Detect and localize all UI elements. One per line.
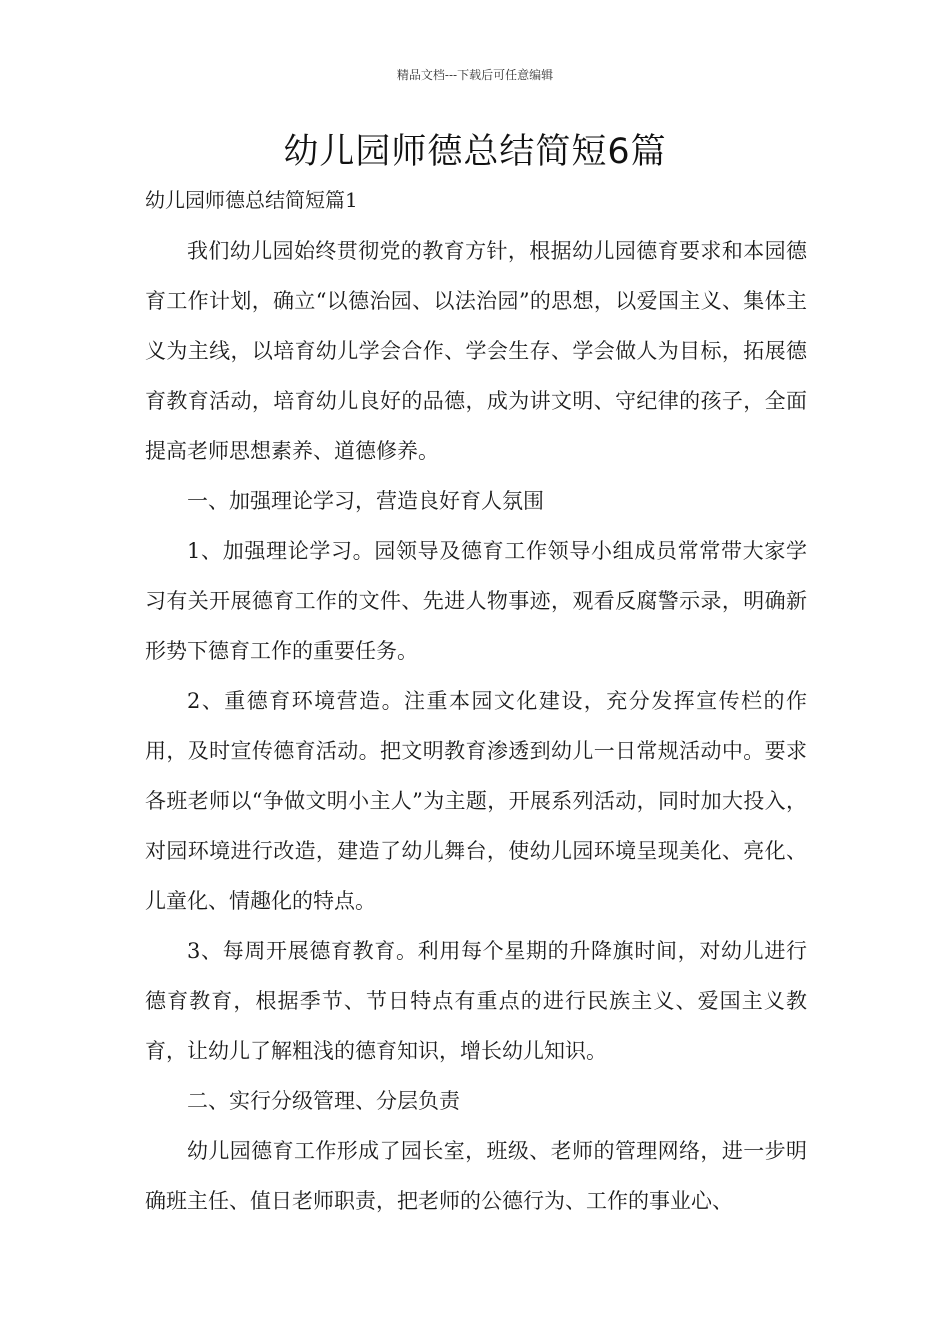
section-subtitle: 幼儿园师德总结简短篇1: [145, 188, 358, 212]
header-note: 精品文档---下载后可任意编辑: [396, 68, 554, 82]
document-body: [145, 226, 807, 1226]
paragraph-heading-1: 一、加强理论学习，营造良好育人氛围: [187, 489, 544, 513]
paragraph-item-2: 2、重德育环境营造。注重本园文化建设，充分发挥宣传栏的作用，及时宣传德育活动。把文明教育渗透到幼儿一日常规活动中。要求各班老师以“争做文明小主人”为主题，开展系列活动，同时加大投入，对园环境进行改造，建造了幼儿舞台，使幼儿园环境呈现美化、亮化、儿童化、情趣化的特点。: [145, 689, 807, 913]
paragraph-item-3: 3、每周开展德育教育。利用每个星期的升降旗时间，对幼儿进行德育教育，根据季节、节日特点有重点的进行民族主义、爱国主义教育，让幼儿了解粗浅的德育知识，增长幼儿知识。: [145, 939, 807, 1063]
document-title: 幼儿园师德总结简短6篇: [283, 132, 667, 172]
paragraph-intro: 我们幼儿园始终贯彻党的教育方针，根据幼儿园德育要求和本园德育工作计划，确立“以德治园、以法治园”的思想，以爱国主义、集体主义为主线，以培育幼儿学会合作、学会生存、学会做人为目标，拓展德育教育活动，培育幼儿良好的品德，成为讲文明、守纪律的孩子，全面提高老师思想素养、道德修养。: [145, 239, 807, 463]
paragraph-heading-2: 二、实行分级管理、分层负责: [187, 1089, 460, 1113]
paragraph-management: 幼儿园德育工作形成了园长室，班级、老师的管理网络，进一步明确班主任、值日老师职责，把老师的公德行为、工作的事业心、: [145, 1139, 807, 1213]
paragraph-item-1: 1、加强理论学习。园领导及德育工作领导小组成员常常带大家学习有关开展德育工作的文件、先进人物事迹，观看反腐警示录，明确新形势下德育工作的重要任务。: [145, 539, 807, 663]
